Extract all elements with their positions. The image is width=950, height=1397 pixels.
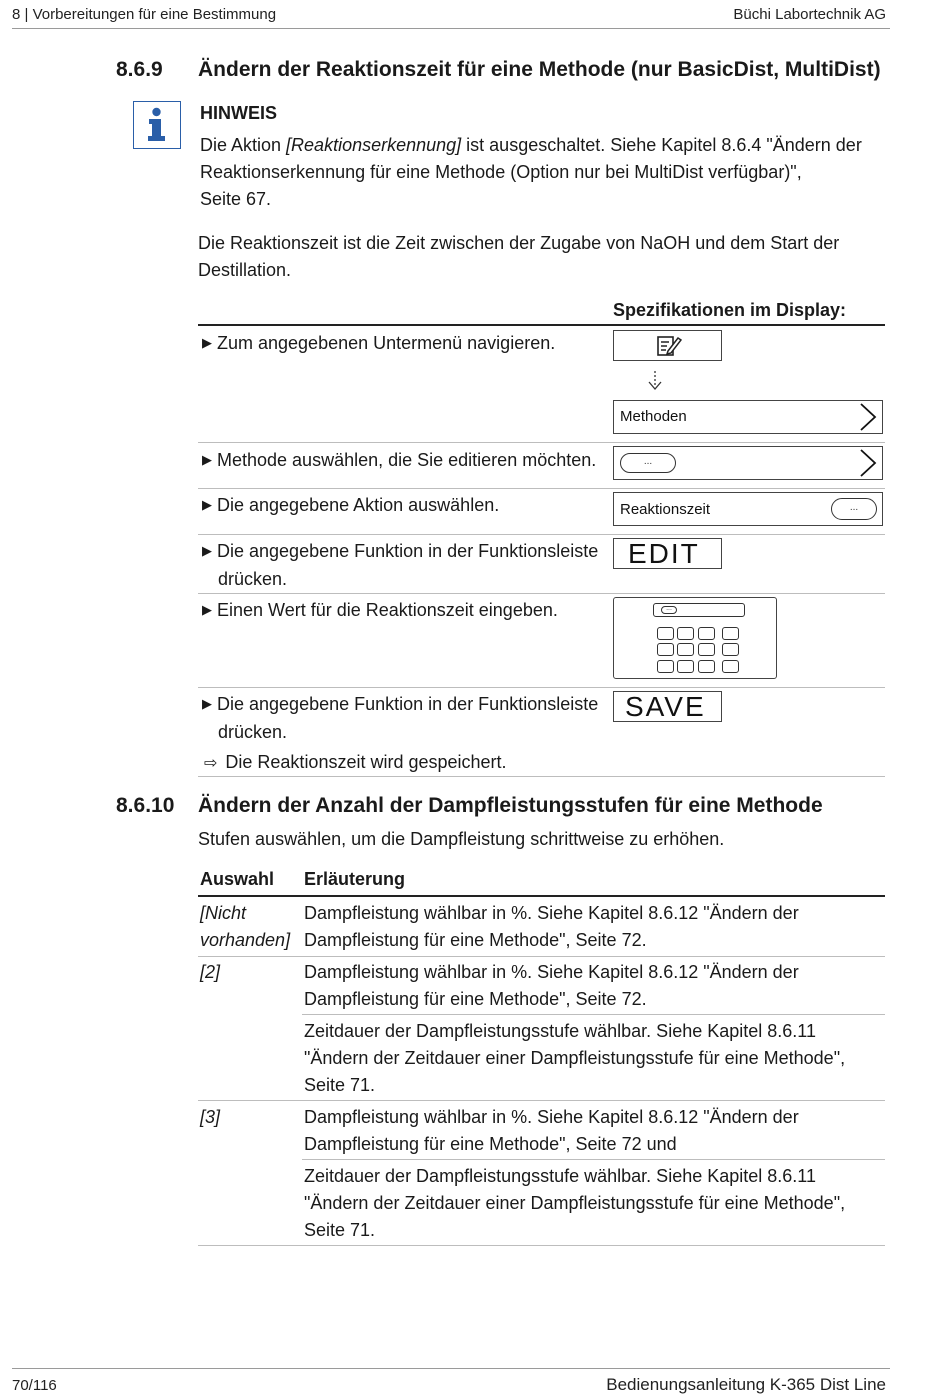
- note-line-2: Reaktionserkennung für eine Methode (Option nur bei MultiDist verfügbar)",: [200, 162, 802, 182]
- reaktionszeit-item: [613, 492, 883, 526]
- keypad-key: [657, 643, 674, 656]
- table-bottom-rule: [198, 1245, 885, 1246]
- step-3: ▶ Die angegebene Aktion auswählen.: [202, 495, 500, 515]
- steps-bottom-rule: [198, 776, 885, 777]
- method-select-item: [613, 446, 883, 480]
- keypad-key: [677, 643, 694, 656]
- edit-function-key: [613, 538, 722, 569]
- keypad-key: [722, 643, 739, 656]
- table-row-1-explanation: Dampfleistung wählbar in %. Siehe Kapitel 8.6.12 "Ändern der Dampfleistung für eine Methode", Seite 72.: [304, 903, 799, 950]
- steps-top-rule: [198, 324, 885, 326]
- step-result: ⇨ Die Reaktionszeit wird gespeichert.: [204, 752, 507, 772]
- display-column-header: Spezifikationen im Display:: [613, 300, 847, 320]
- keypad-key: [698, 660, 715, 673]
- note-label: HINWEIS: [200, 103, 278, 123]
- intro-line-1: Die Reaktionszeit ist die Zeit zwischen der Zugabe von NaOH und dem Start der: [198, 233, 840, 253]
- step-divider: [198, 442, 885, 443]
- methoden-label: Methoden: [620, 408, 687, 425]
- step-6: ▶ Die angegebene Funktion in der Funktionsleiste drücken.: [202, 694, 599, 742]
- step-5: ▶ Einen Wert für die Reaktionszeit eingeben.: [202, 600, 558, 620]
- edit-menu-button: [613, 330, 722, 361]
- edit-note-icon: [656, 334, 682, 358]
- document-title: Bedienungsanleitung K-365 Dist Line: [606, 1375, 886, 1394]
- note-action-name: [Reaktionserkennung]: [286, 135, 462, 155]
- edit-label: EDIT: [628, 538, 700, 569]
- table-subrow-divider: [302, 1159, 885, 1160]
- keypad-key: [722, 660, 739, 673]
- table-row-2-choice: [2]: [200, 962, 221, 982]
- keypad-key: [698, 643, 715, 656]
- chevron-right-icon: [857, 448, 881, 478]
- table-header-erlaeuterung: Erläuterung: [304, 869, 406, 889]
- keypad-key: [657, 627, 674, 640]
- table-row-divider: [198, 956, 885, 957]
- chevron-right-icon: [857, 402, 881, 432]
- page-header: [12, 4, 890, 29]
- keypad-input-field: [653, 603, 745, 617]
- keypad-key: [677, 660, 694, 673]
- step-2: ▶ Methode auswählen, die Sie editieren möchten.: [202, 450, 597, 470]
- reaktionszeit-label: Reaktionszeit: [620, 501, 711, 518]
- save-label: SAVE: [625, 691, 706, 722]
- page-footer: [12, 1368, 890, 1397]
- step-divider: [198, 534, 885, 535]
- header-company: Büchi Labortechnik AG: [733, 6, 886, 23]
- section2-intro: Stufen auswählen, um die Dampfleistung schrittweise zu erhöhen.: [198, 829, 725, 849]
- section-title: Ändern der Anzahl der Dampfleistungsstufen für eine Methode: [198, 794, 823, 817]
- value-placeholder-pill: ...: [620, 453, 676, 473]
- table-row-divider: [198, 1100, 885, 1101]
- step-divider: [198, 593, 885, 594]
- value-placeholder-pill: ...: [831, 498, 877, 520]
- table-row-3-choice: [3]: [200, 1107, 221, 1127]
- table-row-2-explanation-b: Zeitdauer der Dampfleistungsstufe wählbar. Siehe Kapitel 8.6.11 "Ändern der Zeitdauer einer Dampfleistungsstufe für eine Methode", Seite 71.: [304, 1021, 846, 1095]
- step-1: ▶ Zum angegebenen Untermenü navigieren.: [202, 333, 556, 353]
- header-chapter: 8 | Vorbereitungen für eine Bestimmung: [12, 6, 277, 23]
- step-divider: [198, 488, 885, 489]
- table-row-2-explanation-a: Dampfleistung wählbar in %. Siehe Kapitel 8.6.12 "Ändern der Dampfleistung für eine Methode", Seite 72.: [304, 962, 799, 1009]
- step-4: ▶ Die angegebene Funktion in der Funktionsleiste drücken.: [202, 541, 599, 589]
- result-arrow-icon: ⇨: [204, 755, 218, 772]
- table-row-3-explanation-a: Dampfleistung wählbar in %. Siehe Kapitel 8.6.12 "Ändern der Dampfleistung für eine Methode", Seite 72 und: [304, 1107, 799, 1154]
- section-number: 8.6.10: [116, 794, 175, 817]
- save-function-key: [613, 691, 722, 722]
- keypad-key: [677, 627, 694, 640]
- keypad-display: [613, 597, 777, 679]
- section-number: 8.6.9: [116, 58, 163, 81]
- intro-line-2: Destillation.: [198, 260, 292, 280]
- table-row-1-choice: [Nicht vorhanden]: [200, 903, 291, 950]
- methoden-menu-item: [613, 400, 883, 434]
- keypad-key: [698, 627, 715, 640]
- note-line-1: Die Aktion [Reaktionserkennung] ist ausgeschaltet. Siehe Kapitel 8.6.4 "Ändern der: [200, 135, 862, 155]
- keypad-key: [722, 627, 739, 640]
- table-row-3-explanation-b: Zeitdauer der Dampfleistungsstufe wählbar. Siehe Kapitel 8.6.11 "Ändern der Zeitdauer einer Dampfleistungsstufe für eine Methode", Seite 71.: [304, 1166, 846, 1240]
- table-header-auswahl: Auswahl: [200, 869, 275, 889]
- value-placeholder-pill: ...: [661, 606, 677, 614]
- table-subrow-divider: [302, 1014, 885, 1015]
- info-icon: [133, 101, 181, 149]
- note-line-3: Seite 67.: [200, 189, 272, 209]
- step-divider: [198, 687, 885, 688]
- section-title: Ändern der Reaktionszeit für eine Methode (nur BasicDist, MultiDist): [198, 58, 881, 81]
- arrow-down-icon: [646, 370, 664, 392]
- table-header-rule: [198, 895, 885, 897]
- keypad-key: [657, 660, 674, 673]
- page-number: 70/116: [12, 1377, 57, 1394]
